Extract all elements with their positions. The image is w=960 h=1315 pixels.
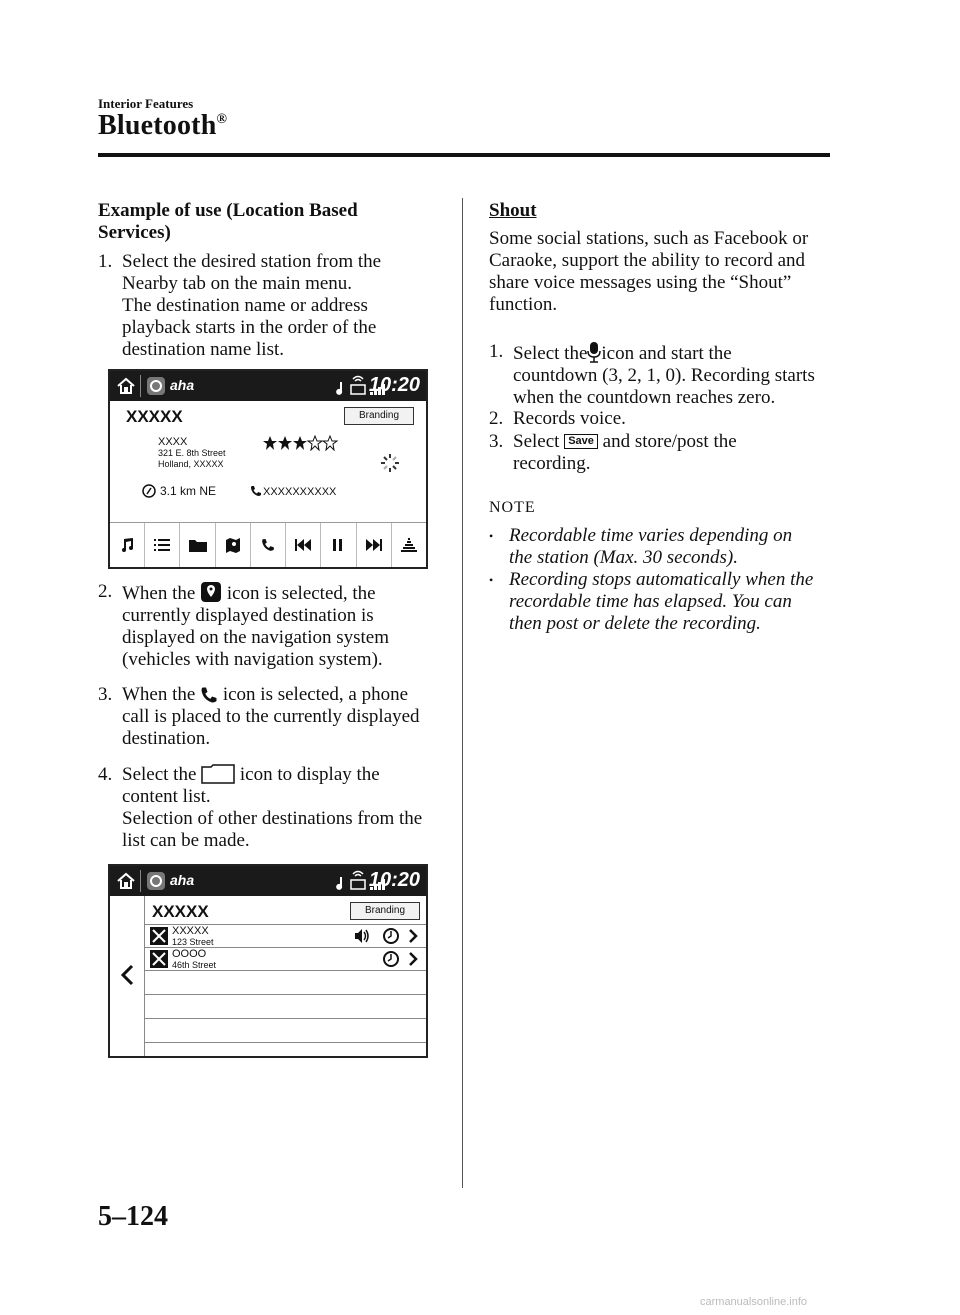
microphone-icon xyxy=(587,341,601,363)
item-street: 123 Street xyxy=(172,937,214,947)
item-name: XXXXX xyxy=(172,925,209,937)
phone-status-icon xyxy=(348,373,368,397)
chevron-right-icon xyxy=(408,928,418,944)
step-1: 1. Select the desired station from the Nearby tab on the main menu. The destination name or address playback starts in the order of the destination name list. xyxy=(98,251,382,360)
chevron-right-icon xyxy=(408,951,418,967)
home-icon[interactable] xyxy=(116,376,136,396)
empty-row xyxy=(144,995,426,1019)
call-icon xyxy=(261,538,275,552)
station-title: XXXXX xyxy=(126,407,183,426)
music-button[interactable] xyxy=(110,523,145,567)
branding-box: Branding xyxy=(350,902,420,920)
music-note-icon xyxy=(334,876,346,890)
distance-text: 3.1 km NE xyxy=(160,484,217,498)
app-name: aha xyxy=(170,872,195,888)
section-label: Interior Features xyxy=(98,96,194,111)
branding-box: Branding xyxy=(344,407,414,425)
music-icon xyxy=(119,537,135,553)
screen-station-detail xyxy=(108,369,428,569)
status-bar-2 xyxy=(110,866,426,896)
example-heading: Example of use (Location Based Services) xyxy=(98,200,358,243)
step-2: 2. When the icon is selected, the currently displayed destination is displayed on the navigation system (vehicles with navigation system). xyxy=(98,581,390,670)
empty-row xyxy=(144,1019,426,1043)
map-pin-icon xyxy=(200,581,222,603)
equalizer-button[interactable] xyxy=(392,523,426,567)
skip-back-icon xyxy=(295,539,311,551)
list-icon xyxy=(154,538,170,552)
column-divider xyxy=(462,198,463,1188)
back-chevron-icon[interactable] xyxy=(120,964,134,986)
empty-row xyxy=(144,971,426,995)
address-line-2: Holland, XXXXX xyxy=(158,459,224,469)
note-label: NOTE xyxy=(489,499,536,516)
shout-intro: Some social stations, such as Facebook or Caraoke, support the ability to record and share voice messages using the “Shout” function. xyxy=(489,228,809,315)
phone-status-icon xyxy=(348,868,368,892)
item-street: 46th Street xyxy=(172,960,217,970)
map-icon xyxy=(225,536,241,554)
address-line-1: 321 E. 8th Street xyxy=(158,448,226,458)
save-button[interactable]: Save xyxy=(564,434,598,449)
note-item: • Recordable time varies depending on the station (Max. 30 seconds). xyxy=(489,525,793,568)
list-item[interactable] xyxy=(144,948,426,971)
phone-number: XXXXXXXXXX xyxy=(263,486,337,498)
step-3: 3. When the icon is selected, a phone call is placed to the currently displayed destination. xyxy=(98,684,420,749)
previous-button[interactable] xyxy=(286,523,321,567)
list-button[interactable] xyxy=(145,523,180,567)
note-item: • Recording stops automatically when the recordable time has elapsed. You can then post or delete the recording. xyxy=(489,569,814,634)
pause-button[interactable] xyxy=(321,523,356,567)
rating-stars[interactable] xyxy=(262,435,338,451)
shout-step-3: 3. Select Save and store/post the recording. xyxy=(489,431,737,474)
watermark-url: carmanualsonline.info xyxy=(700,1296,808,1308)
thumbnail-placeholder-icon xyxy=(150,927,168,945)
speaker-icon xyxy=(354,928,370,944)
distance-icon xyxy=(142,484,156,498)
item-name: OOOO xyxy=(172,948,207,960)
navigation-button[interactable] xyxy=(216,523,251,567)
status-bar xyxy=(110,371,426,401)
equalizer-icon xyxy=(401,537,417,553)
folder-icon xyxy=(189,538,207,552)
call-button[interactable] xyxy=(251,523,286,567)
chapter-title: Bluetooth® xyxy=(98,110,228,141)
control-bar xyxy=(110,522,426,567)
aha-logo-icon xyxy=(146,376,166,396)
app-name: aha xyxy=(170,377,195,393)
skip-forward-icon xyxy=(366,539,382,551)
next-button[interactable] xyxy=(357,523,392,567)
music-note-icon xyxy=(334,381,346,395)
shout-step-2: 2. Records voice. xyxy=(489,408,626,429)
shout-step-1: 1. Select the icon and start the countdown (3, 2, 1, 0). Recording starts when the countdown reaches zero. xyxy=(489,341,815,408)
step-4: 4. Select the icon to display the content list. Selection of other destinations from the list can be made. xyxy=(98,764,423,851)
clock-icon xyxy=(382,950,400,968)
destination-name: XXXX xyxy=(158,436,188,448)
loading-icon xyxy=(380,453,400,473)
folder-button[interactable] xyxy=(180,523,215,567)
phone-icon xyxy=(250,485,262,497)
shout-heading: Shout xyxy=(489,200,537,221)
content-list-icon xyxy=(201,764,235,784)
home-icon[interactable] xyxy=(116,871,136,891)
clock: 10:20 xyxy=(368,869,420,891)
list-item[interactable] xyxy=(144,925,426,948)
clock-icon xyxy=(382,927,400,945)
phone-call-icon xyxy=(200,686,218,704)
thumbnail-placeholder-icon xyxy=(150,950,168,968)
aha-logo-icon xyxy=(146,871,166,891)
list-title: XXXXX xyxy=(152,902,209,921)
page-number: 5–124 xyxy=(98,1201,168,1232)
pause-icon xyxy=(333,539,343,551)
screen-content-list xyxy=(108,864,428,1058)
header-rule xyxy=(98,153,830,157)
clock: 10:20 xyxy=(368,374,420,396)
